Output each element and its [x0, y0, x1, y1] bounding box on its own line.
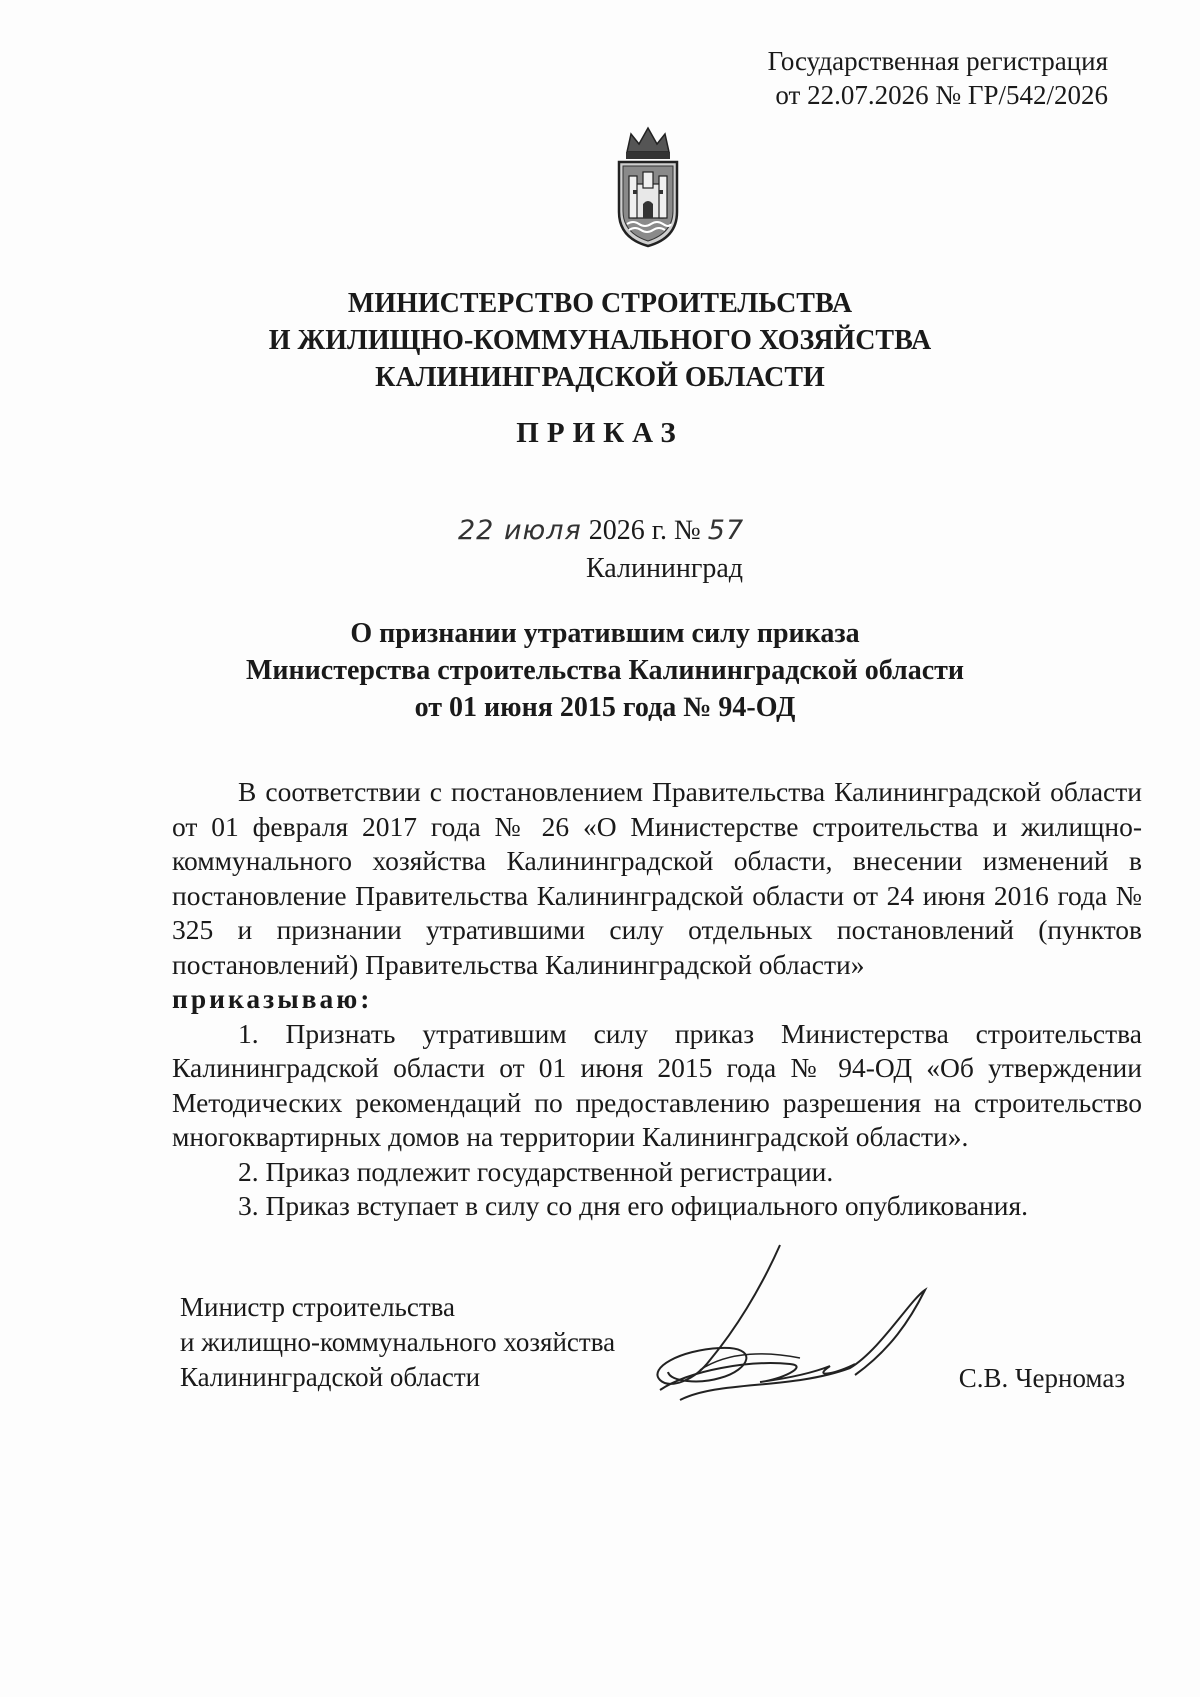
ministry-name — [0, 285, 1200, 396]
position-line-1: Министр строительства — [180, 1292, 456, 1322]
subject-line-3: от 01 июня 2015 года № 94-ОД — [414, 692, 796, 723]
order-subject — [0, 615, 1200, 726]
document-type: ПРИКАЗ — [516, 417, 684, 449]
coat-of-arms-icon — [613, 126, 683, 248]
city: Калининград — [586, 553, 744, 584]
order-word: приказываю: — [172, 983, 373, 1014]
printed-date-number: 2026 г. № — [588, 515, 701, 546]
preamble: В соответствии с постановлением Правительства Калининградской области от 01 февраля 2017 года № 26 «О Министерстве строительства и жилищно-коммунального хозяйства Калининградской области, внесении изменений в постановление Правительства Калининградской области от 24 июня 2016 года № 325 и признании утратившими силу отдельных постановлений (пунктов постановлений) Правительства Калининградской области» — [172, 776, 1142, 980]
subject-line-2: Министерства строительства Калининградской области — [245, 655, 965, 686]
position-line-3: Калининградской области — [180, 1362, 481, 1392]
registration-stamp — [768, 44, 1108, 112]
handwritten-date: 22 июля — [458, 515, 582, 546]
signatory-position — [180, 1290, 615, 1395]
order-dateline — [458, 515, 744, 547]
ministry-line-3: КАЛИНИНГРАДСКОЙ ОБЛАСТИ — [375, 362, 825, 393]
order-item-2: 2. Приказ подлежит государственной регистрации. — [238, 1155, 834, 1187]
ministry-line-1: МИНИСТЕРСТВО СТРОИТЕЛЬСТВА — [347, 288, 853, 319]
subject-line-1: О признании утратившим силу приказа — [350, 618, 860, 649]
order-body — [172, 775, 1142, 1224]
handwritten-number: 57 — [707, 515, 745, 546]
registration-line-2: от 22.07.2026 № ГР/542/2026 — [775, 80, 1108, 110]
order-item-3: 3. Приказ вступает в силу со дня его официального опубликования. — [238, 1190, 1029, 1221]
order-item-1: 1. Признать утратившим силу приказ Министерства строительства Калининградской области от 01 июня 2015 года № 94-ОД «Об утверждении Методических рекомендаций по предоставлению разрешения на строительство многоквартирных домов на территории Калининградской области». — [172, 1017, 1142, 1152]
ministry-line-2: И ЖИЛИЩНО-КОММУНАЛЬНОГО ХОЗЯЙСТВА — [268, 325, 932, 356]
position-line-2: и жилищно-коммунального хозяйства — [180, 1327, 616, 1357]
signature-icon — [640, 1240, 930, 1440]
registration-line-1: Государственная регистрация — [767, 46, 1108, 76]
signatory-name: С.В. Черномаз — [958, 1363, 1125, 1393]
